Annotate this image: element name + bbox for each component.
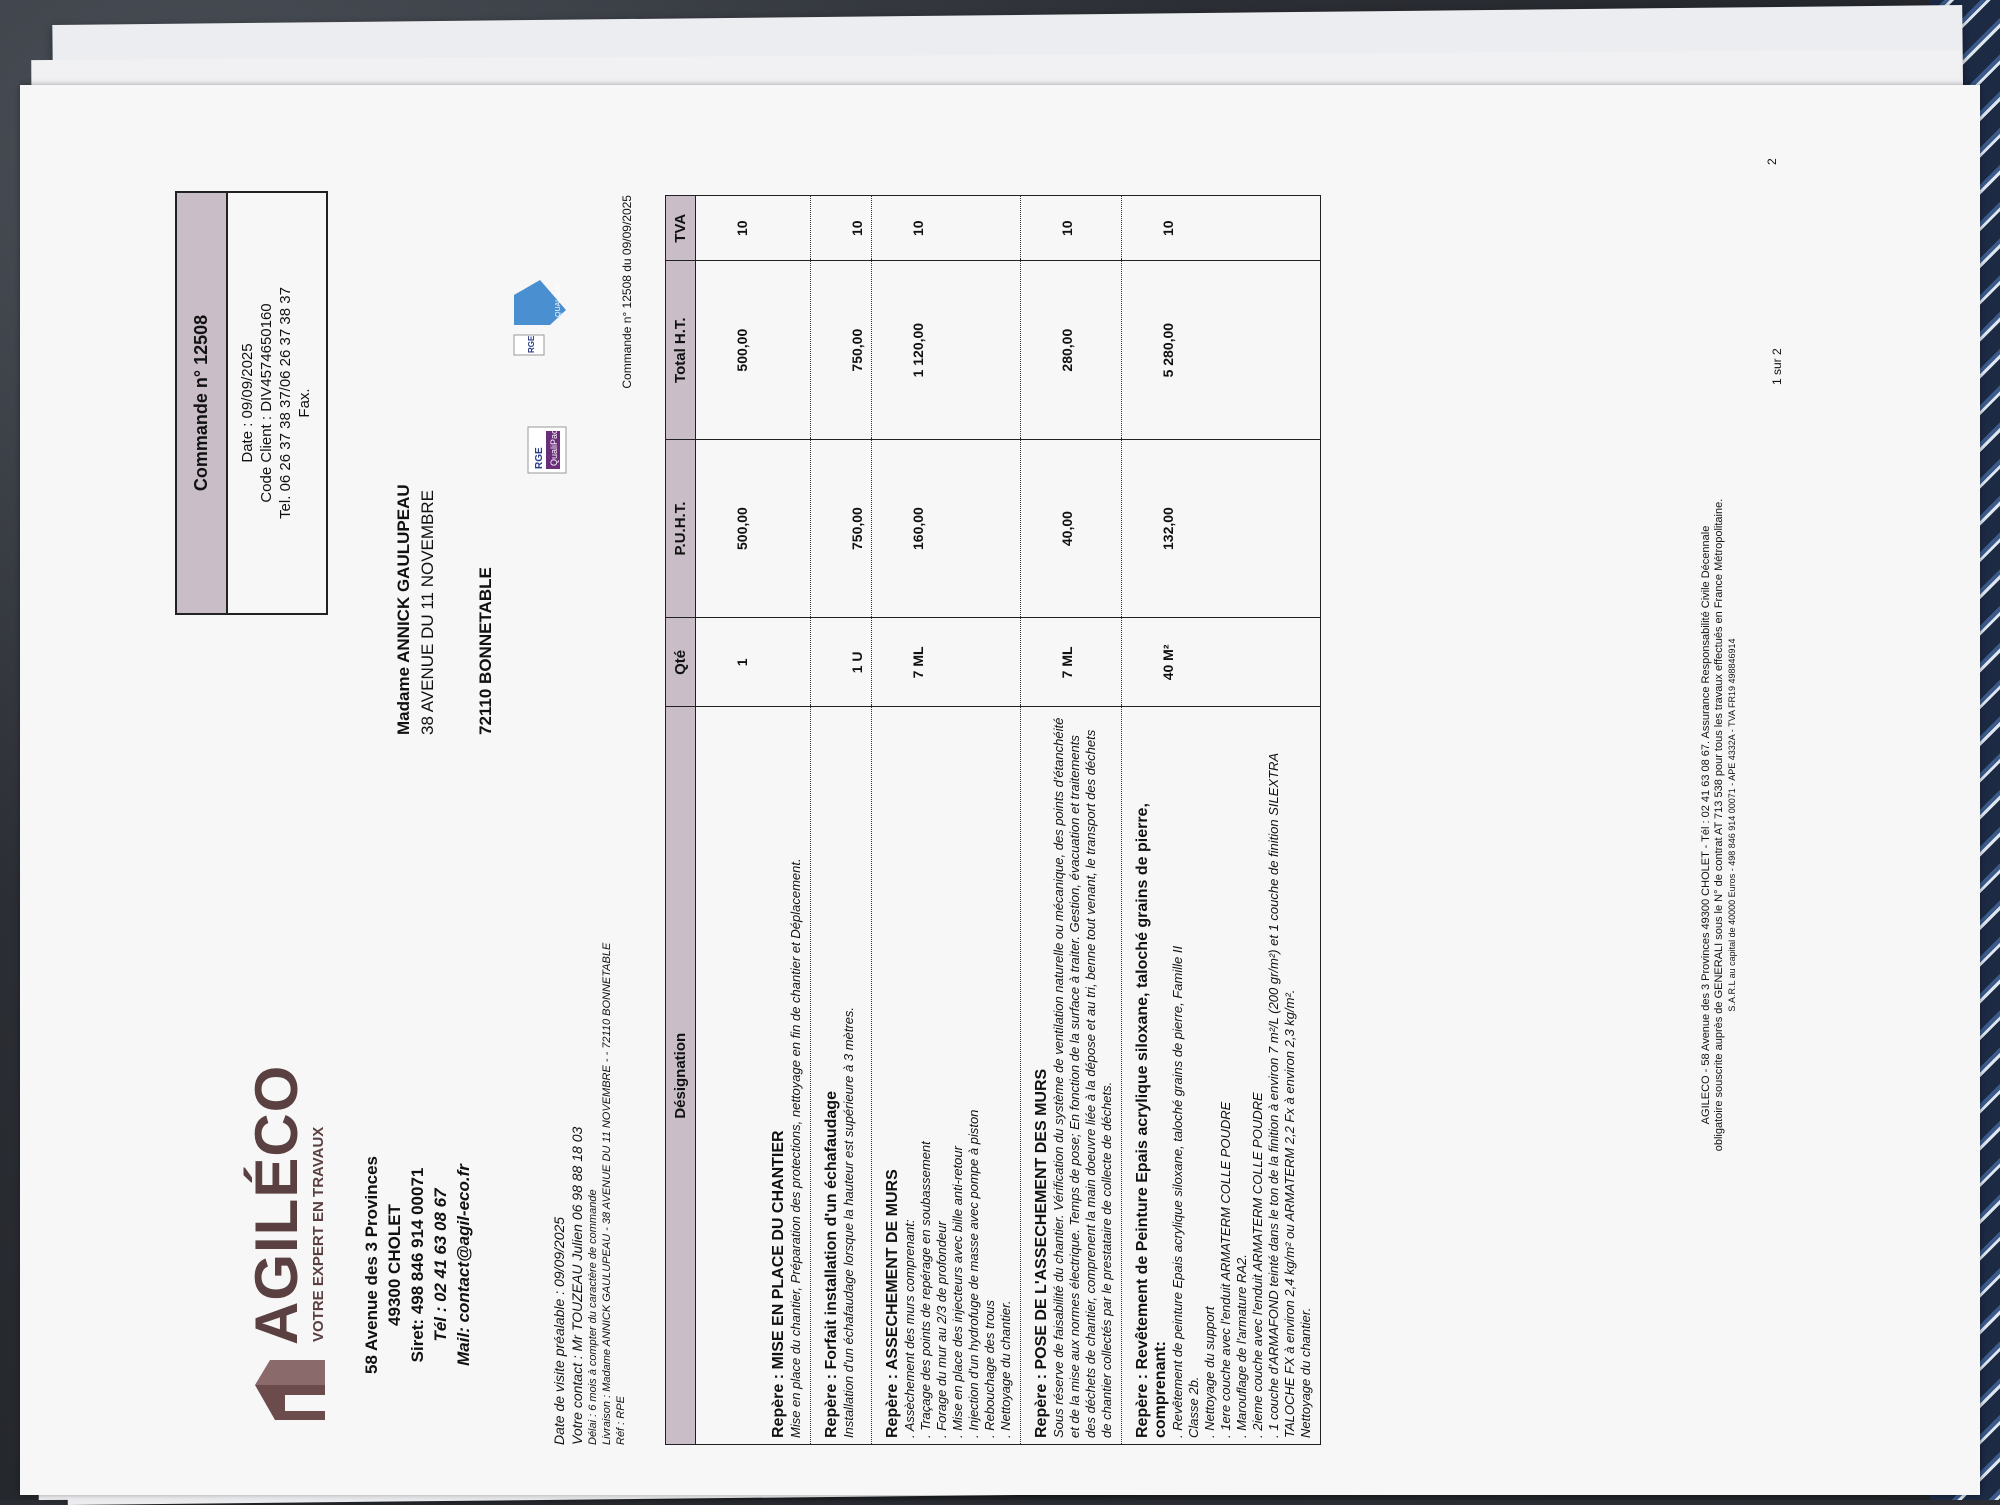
visit-delivery: Livraison : Madame ANNICK GAULUPEAU - 38 AVENUE DU 11 NOVEMBRE - - 72110 BONNETABLE [601, 942, 613, 1445]
item-description-line: Classe 2b. [1186, 1376, 1201, 1438]
order-details [228, 193, 326, 613]
cell-qty: 40 M² [1122, 618, 1321, 707]
cell-qty: 7 ML [1021, 618, 1122, 707]
item-description [1170, 714, 1314, 1439]
order-fax: Fax. [296, 388, 313, 418]
qualipac-label: QualiPac [549, 429, 559, 466]
company-logo-text: AGILÉCO [243, 1064, 310, 1345]
cell-tva: 10 [1122, 196, 1321, 261]
item-description-line: . 1ere couche avec l'enduit ARMATERM COLLE POUDRE [1218, 1101, 1233, 1438]
visit-delay: Délai : 6 mois à compter du caractère de commande [587, 1189, 599, 1445]
cell-total: 280,00 [1021, 261, 1122, 439]
table-row [811, 196, 872, 1445]
client-name: Madame ANNICK GAULUPEAU [394, 484, 413, 735]
cell-qty: 1 U [811, 618, 872, 707]
order-date: Date : 09/09/2025 [239, 343, 256, 463]
item-title: Repère : MISE EN PLACE DU CHANTIER [770, 1130, 787, 1438]
order-reference: Commande n° 12508 du 09/09/2025 [620, 195, 634, 389]
item-description-line: . Traçage des points de repérage en soubassement [918, 1141, 933, 1438]
footer-line-1: AGILECO - 58 Avenue des 3 Provinces 49300 CHOLET - Tél : 02 41 63 08 67. Assurance Responsabilité Civile Décennale [1700, 525, 1712, 1125]
item-description-line: . Marouflage de l'armature RA2. [1234, 1254, 1249, 1438]
item-description [788, 714, 804, 1439]
cell-pu: 750,00 [811, 439, 872, 617]
order-tel: Tel. 06 26 37 38 37/06 26 37 38 37 [277, 287, 294, 519]
client-street: 38 AVENUE DU 11 NOVEMBRE [418, 489, 437, 735]
cell-total: 5 280,00 [1122, 261, 1321, 439]
table-row [696, 196, 811, 1445]
col-total: Total H.T. [666, 261, 696, 439]
designation-cell [1122, 707, 1321, 1445]
footer-line-2: obligatoire souscrite auprès de GENERALI sous le N° de contrat AT 713 538 pour tous les travaux effectués en France Métropolitaine. [1713, 498, 1725, 1152]
document-page [20, 85, 1980, 1495]
col-designation: Désignation [666, 707, 696, 1445]
cell-pu: 160,00 [872, 439, 1021, 617]
col-pu: P.U.H.T. [666, 439, 696, 617]
item-description-line: . Nettoyage du support [1202, 1306, 1217, 1438]
company-tel: Tél : 02 41 63 08 67 [431, 1188, 450, 1342]
item-description-line: Mise en place du chantier, Préparation des protections, nettoyage en fin de chantier et Déplacement. [788, 858, 803, 1438]
client-city: 72110 BONNETABLE [476, 567, 495, 735]
company-city: 49300 CHOLET [385, 1204, 404, 1326]
col-tva: TVA [666, 196, 696, 261]
item-title: Repère : ASSECHEMENT DE MURS [884, 1169, 901, 1438]
company-siret: Siret: 498 846 914 00071 [408, 1167, 427, 1363]
table-row [872, 196, 1021, 1445]
page-number: 2 [1765, 158, 1779, 165]
rge-label-2: RGE [527, 335, 536, 353]
item-description-line: Sous réserve de faisabilité du chantier. Vérification du système de ventilation naturelle ou mécanique, des points d'étanchéité et de la mise aux normes électrique. Temps de pose; En fonction de la surface à traiter. Gestion, évacuation et traitements des déchets de chantier, comprenent la main doeuvre liée à la dépose et au tri, benne tout venant, le transport des déchets de chantier collectés par le prestataire de collecte de déchets. [1051, 717, 1114, 1438]
item-description-line: Nettoyage du chantier. [1298, 1307, 1313, 1438]
cell-qty: 1 [696, 618, 811, 707]
cell-pu: 500,00 [696, 439, 811, 617]
table-row [1021, 196, 1122, 1445]
cell-tva: 10 [811, 196, 872, 261]
cell-tva: 10 [696, 196, 811, 261]
designation-cell [696, 707, 811, 1445]
visit-date: Date de visite préalable : 09/09/2025 [551, 1216, 567, 1445]
cell-pu: 132,00 [1122, 439, 1321, 617]
company-mail: Mail: contact@agil-eco.fr [454, 1164, 473, 1366]
cell-total: 1 120,00 [872, 261, 1021, 439]
items-table [665, 195, 1321, 1445]
item-description-line: . Nettoyage du chantier. [998, 1300, 1013, 1438]
footer-line-3: S.A.R.L au capital de 40000 Euros - 498 846 914 00071 - APE 4332A - TVA FR19 498846914 [1727, 638, 1737, 1012]
designation-cell [872, 707, 1021, 1445]
rge-label-1: RGE [534, 447, 545, 469]
cell-pu: 40,00 [1021, 439, 1122, 617]
document-footer [1700, 275, 1739, 1375]
table-row [1122, 196, 1321, 1445]
item-description-line: . Revêtement de peinture Epais acrylique siloxane, taloché grains de pierre, Famille II [1170, 945, 1185, 1438]
table-header-row [666, 196, 696, 1445]
item-title: Repère : POSE DE L'ASSECHEMENT DES MURS [1033, 1068, 1050, 1438]
item-description-line: . Rebouchage des trous [982, 1299, 997, 1438]
item-description [902, 714, 1014, 1439]
item-description-line: Installation d'un échafaudage lorsque la hauteur est supérieure à 3 mètres. [841, 1006, 856, 1438]
company-tagline: VOTRE EXPERT EN TRAVAUX [310, 1126, 327, 1342]
order-box [175, 191, 328, 615]
designation-cell [811, 707, 872, 1445]
order-title: Commande n° 12508 [177, 193, 228, 613]
cell-tva: 10 [872, 196, 1021, 261]
page-counter: 1 sur 2 [1770, 348, 1784, 385]
visit-info [550, 545, 628, 1445]
item-description-line: . Assèchement des murs comprenant: [902, 1219, 917, 1438]
item-description-line: . Mise en place des injecteurs avec bille anti-retour [950, 1146, 965, 1438]
item-description [841, 714, 857, 1439]
visit-contact: Votre contact : Mr TOUZEAU Julien 06 98 88 18 03 [569, 1126, 585, 1445]
company-info [360, 1135, 475, 1395]
order-document [20, 85, 1980, 1495]
designation-cell [1021, 707, 1122, 1445]
item-description-line: . Injection d'un hydrofuge de masse avec pompe à piston [966, 1109, 981, 1438]
item-description-line: . 1 couche d'ARMAFOND teinté dans le ton de la finition à environ 7 m²/L (200 gr/m²) et 1 couche de finition SILEXTRA TALOCHE FX à environ 2,4 kg/m² ou ARMATERM 2,2 Fx à environ 2,3 kg/m². [1266, 753, 1297, 1438]
cell-total: 500,00 [696, 261, 811, 439]
client-address [392, 484, 498, 735]
table-body [696, 196, 1321, 1445]
cell-qty: 7 ML [872, 618, 1021, 707]
item-description [1051, 714, 1115, 1439]
item-title: Repère : Revêtement de Peinture Epais acrylique siloxane, taloché grains de pierre, comprenant: [1134, 803, 1169, 1438]
visit-ref: Réf : RPE [615, 1396, 627, 1445]
item-description-line: . 2ieme couche avec l'enduit ARMATERM COLLE POUDRE [1250, 1092, 1265, 1438]
company-address: 58 Avenue des 3 Provinces [362, 1156, 381, 1374]
item-title: Repère : Forfait installation d'un échafaudage [823, 1091, 840, 1438]
cell-tva: 10 [1021, 196, 1122, 261]
qualibat-label: QUALIBAT [555, 282, 562, 317]
col-qty: Qté [666, 618, 696, 707]
cell-total: 750,00 [811, 261, 872, 439]
order-client-code: Code Client : DIV4574650160 [258, 303, 275, 503]
certification-logos [510, 275, 570, 475]
item-description-line: . Forage du mur au 2/3 de profondeur [934, 1221, 949, 1438]
agileco-logo-icon [250, 1355, 330, 1425]
